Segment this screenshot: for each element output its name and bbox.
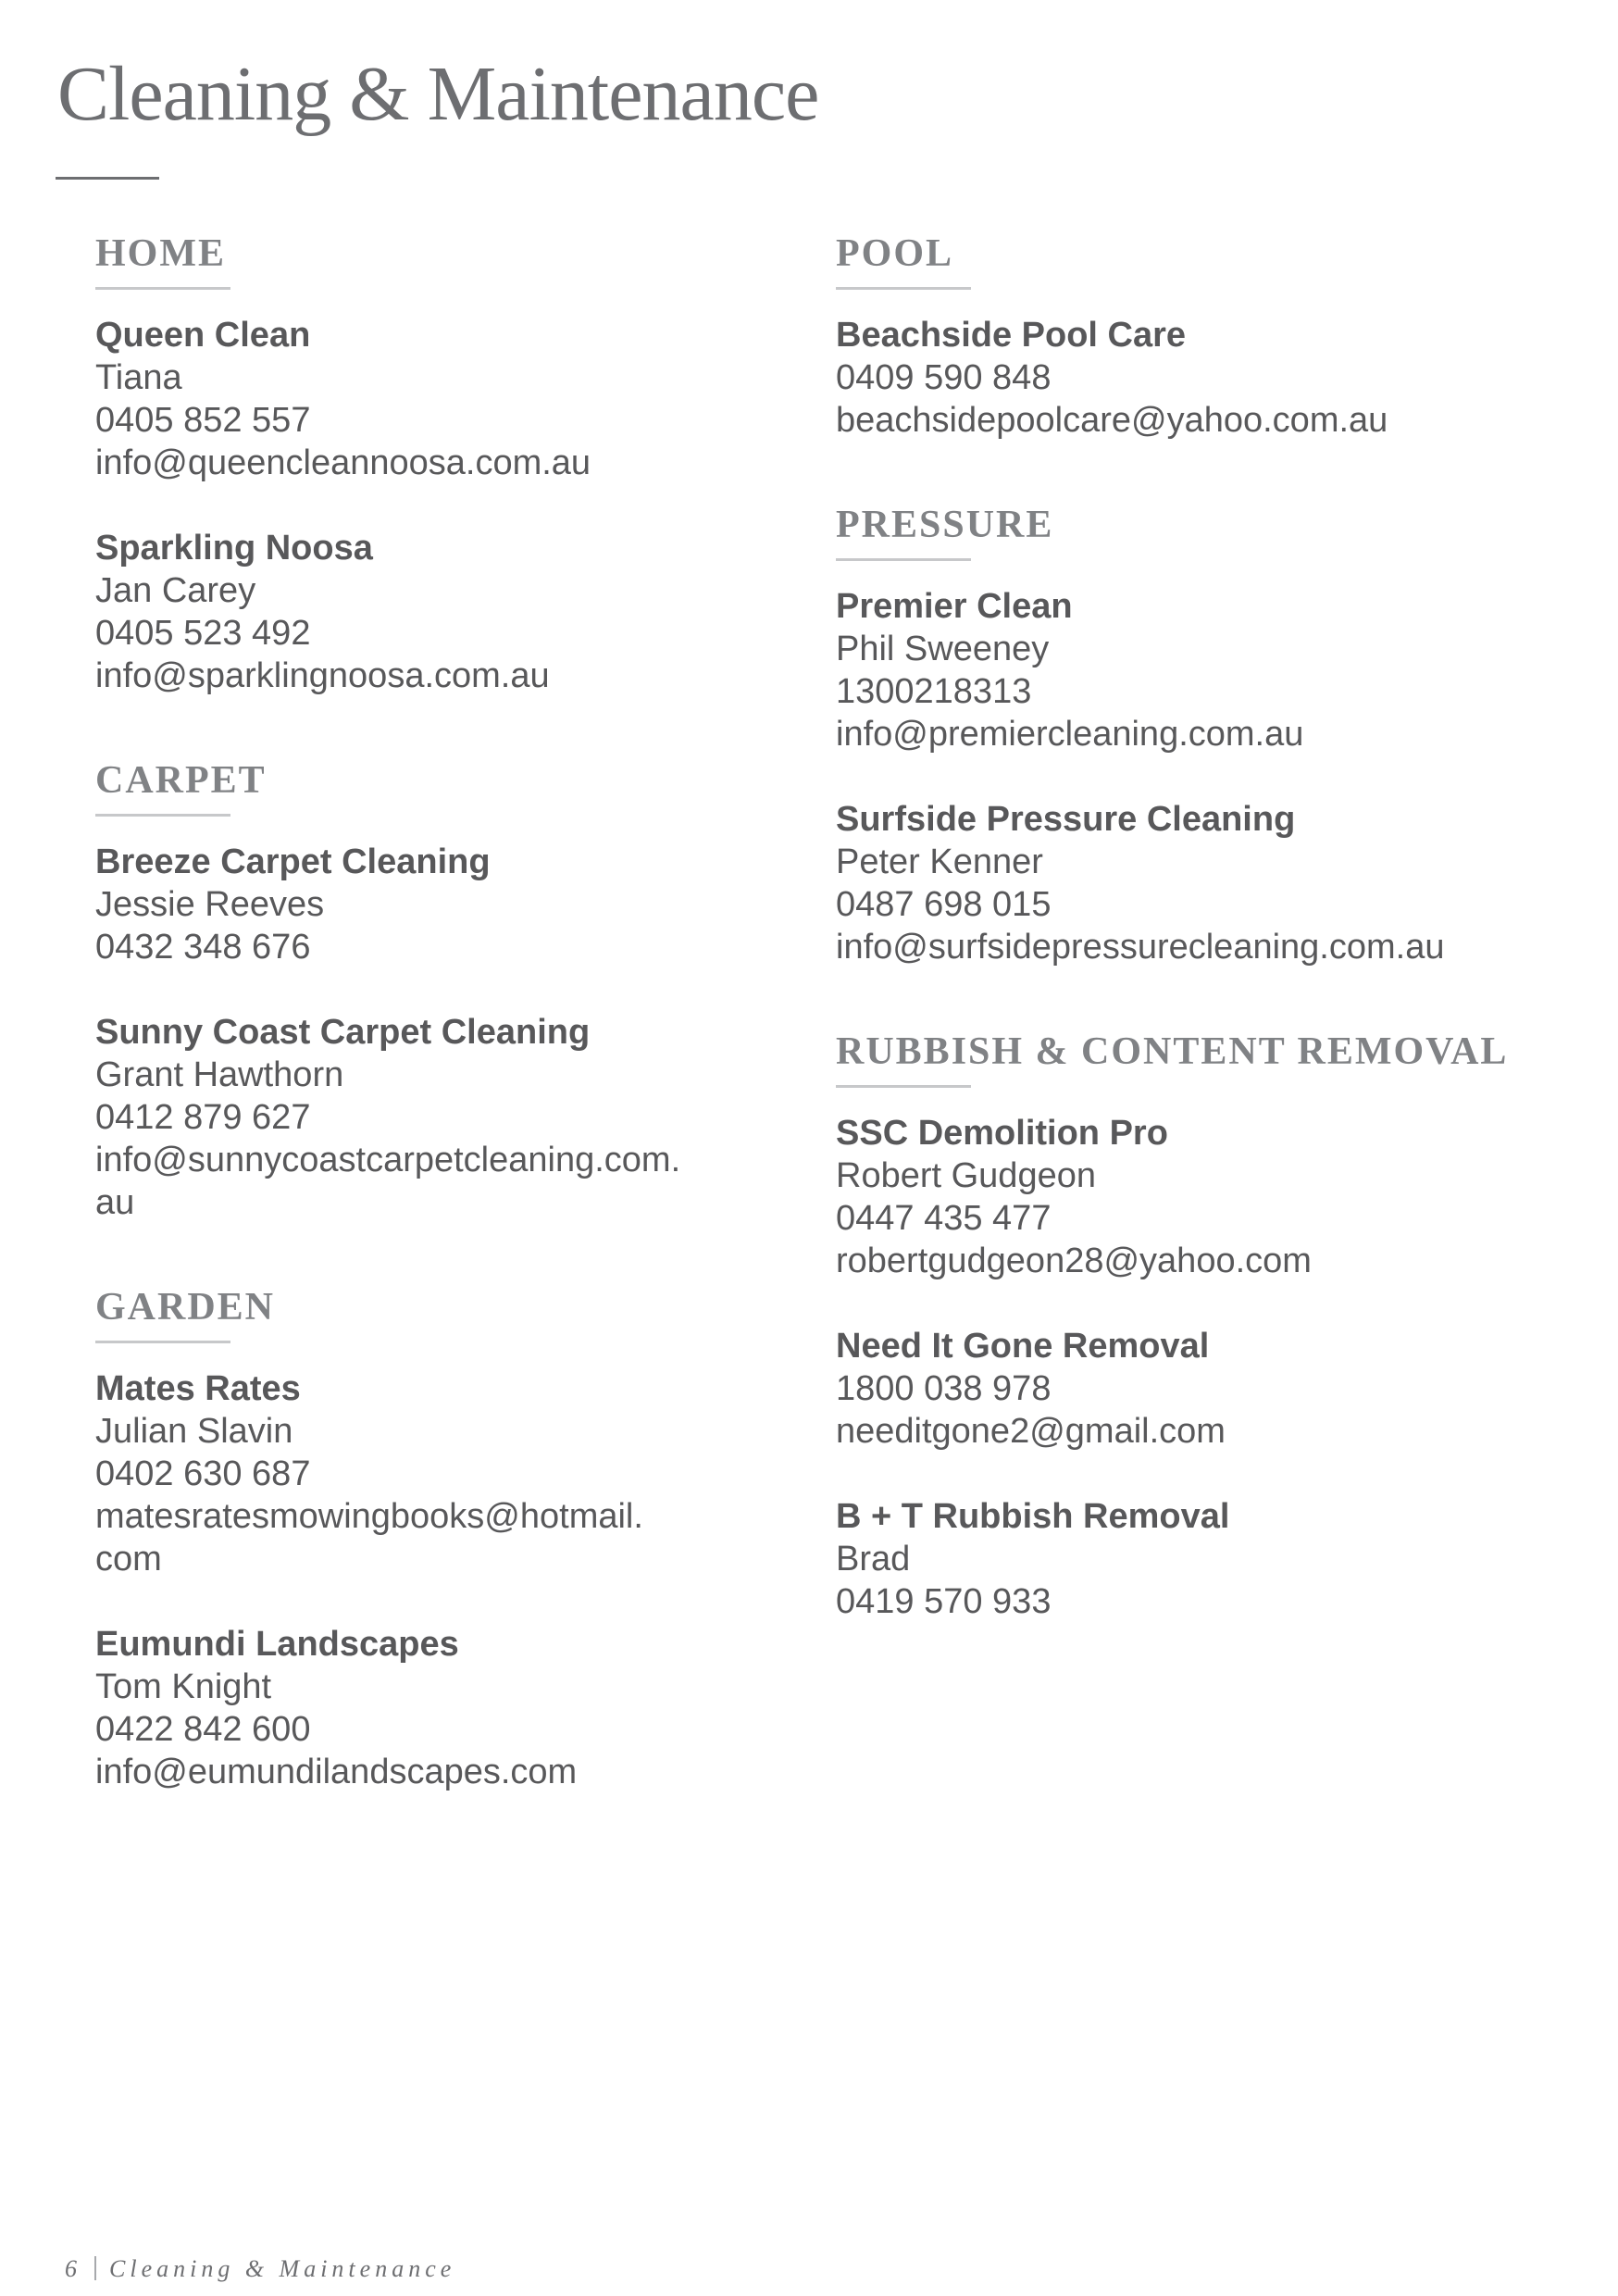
email-address: matesratesmowingbooks@hotmail. xyxy=(95,1497,643,1536)
contact-entry xyxy=(836,1112,1539,1282)
section-heading-underline xyxy=(95,814,230,817)
section-pool xyxy=(836,230,1539,442)
left-column xyxy=(95,230,799,1793)
section-heading: HOME xyxy=(95,232,226,275)
section-pressure xyxy=(836,501,1539,968)
section-heading: PRESSURE xyxy=(836,504,1054,546)
section-heading: POOL xyxy=(836,232,954,275)
contact-entry xyxy=(95,1011,799,1224)
section-heading: CARPET xyxy=(95,759,267,802)
business-name: Sparkling Noosa xyxy=(95,529,373,568)
phone-number: 0405 852 557 xyxy=(95,401,311,440)
business-name: Premier Clean xyxy=(836,587,1073,626)
contact-entry xyxy=(95,1367,799,1580)
section-garden xyxy=(95,1283,799,1793)
phone-number: 0447 435 477 xyxy=(836,1199,1052,1238)
contact-person: Phil Sweeney xyxy=(836,630,1050,668)
contact-entry xyxy=(95,314,799,484)
business-name: Breeze Carpet Cleaning xyxy=(95,842,491,881)
phone-number: 1800 038 978 xyxy=(836,1369,1052,1408)
contact-person: Julian Slavin xyxy=(95,1412,293,1451)
right-column xyxy=(836,230,1539,1623)
contact-person: Grant Hawthorn xyxy=(95,1055,344,1094)
email-address: info@queencleannoosa.com.au xyxy=(95,443,591,482)
phone-number: 0422 842 600 xyxy=(95,1710,311,1749)
email-address: beachsidepoolcare@yahoo.com.au xyxy=(836,401,1388,440)
contact-person: Jan Carey xyxy=(95,571,256,610)
page-number: 6 xyxy=(65,2255,81,2282)
contact-entry xyxy=(836,798,1539,968)
email-address: au xyxy=(95,1183,135,1222)
phone-number: 0412 879 627 xyxy=(95,1098,311,1137)
business-name: Need It Gone Removal xyxy=(836,1327,1210,1366)
email-address: info@premiercleaning.com.au xyxy=(836,715,1304,754)
business-name: Eumundi Landscapes xyxy=(95,1625,459,1664)
section-rubbish-content-removal xyxy=(836,1028,1539,1623)
contact-entry xyxy=(836,314,1539,442)
phone-number: 0432 348 676 xyxy=(95,928,311,967)
business-name: Queen Clean xyxy=(95,316,311,355)
phone-number: 0487 698 015 xyxy=(836,885,1052,924)
phone-number: 0405 523 492 xyxy=(95,614,311,653)
section-heading-underline xyxy=(836,1085,971,1088)
phone-number: 0409 590 848 xyxy=(836,358,1052,397)
page-title: Cleaning & Maintenance xyxy=(57,51,819,137)
page-footer xyxy=(65,2255,455,2283)
section-heading-underline xyxy=(95,287,230,290)
business-name: Sunny Coast Carpet Cleaning xyxy=(95,1013,591,1052)
contact-entry xyxy=(836,585,1539,755)
email-address: info@eumundilandscapes.com xyxy=(95,1753,578,1791)
email-address: needitgone2@gmail.com xyxy=(836,1412,1226,1451)
business-name: SSC Demolition Pro xyxy=(836,1114,1168,1153)
footer-section-label: Cleaning & Maintenance xyxy=(109,2255,456,2282)
email-address: robertgudgeon28@yahoo.com xyxy=(836,1242,1312,1280)
email-address: info@surfsidepressurecleaning.com.au xyxy=(836,928,1445,967)
section-heading-underline xyxy=(836,558,971,561)
contact-entry xyxy=(95,527,799,697)
title-underline xyxy=(56,177,159,180)
section-heading-underline xyxy=(95,1341,230,1343)
footer-divider xyxy=(94,2256,96,2280)
email-address: info@sparklingnoosa.com.au xyxy=(95,656,550,695)
email-address: com xyxy=(95,1540,162,1578)
email-address: info@sunnycoastcarpetcleaning.com. xyxy=(95,1141,681,1179)
contact-entry xyxy=(836,1495,1539,1623)
business-name: Beachside Pool Care xyxy=(836,316,1187,355)
business-name: B + T Rubbish Removal xyxy=(836,1497,1230,1536)
contact-person: Brad xyxy=(836,1540,911,1578)
phone-number: 1300218313 xyxy=(836,672,1032,711)
contact-person: Tiana xyxy=(95,358,182,397)
phone-number: 0419 570 933 xyxy=(836,1582,1052,1621)
contact-person: Jessie Reeves xyxy=(95,885,325,924)
section-heading: GARDEN xyxy=(95,1286,276,1329)
section-heading-underline xyxy=(836,287,971,290)
section-carpet xyxy=(95,756,799,1224)
contact-person: Robert Gudgeon xyxy=(836,1156,1096,1195)
section-heading: RUBBISH & CONTENT REMOVAL xyxy=(836,1030,1509,1073)
contact-entry xyxy=(95,1623,799,1793)
section-home xyxy=(95,230,799,697)
business-name: Mates Rates xyxy=(95,1369,301,1408)
contact-person: Peter Kenner xyxy=(836,842,1043,881)
phone-number: 0402 630 687 xyxy=(95,1454,311,1493)
contact-entry xyxy=(836,1325,1539,1453)
contact-entry xyxy=(95,841,799,968)
business-name: Surfside Pressure Cleaning xyxy=(836,800,1296,839)
contact-person: Tom Knight xyxy=(95,1667,272,1706)
